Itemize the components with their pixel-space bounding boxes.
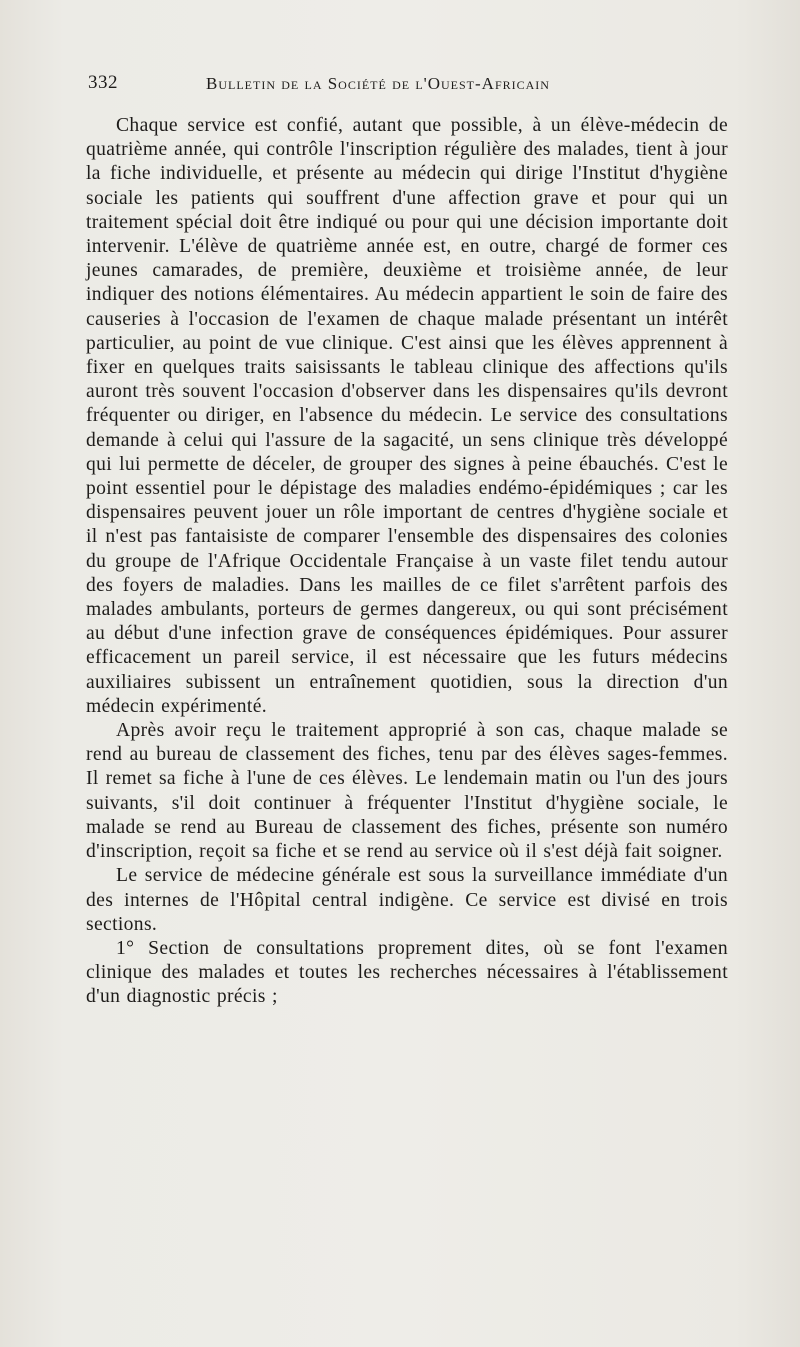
body-text <box>86 114 728 1010</box>
paragraph-1: Chaque service est confié, autant que possible, à un élève-médecin de quatrième année, qui contrôle l'inscription régulière des malades, tient à jour la fiche individuelle, et présente au médecin qui dirige l'Institut d'hygiène sociale les patients qui souffrent d'une affection grave et pour qui un traitement spécial doit être indiqué ou pour qui une décision importante doit intervenir. L'élève de quatrième année est, en outre, chargé de former ces jeunes camarades, de première, deuxième et troisième année, de leur indiquer des notions élémentaires. Au médecin appartient le soin de faire des causeries à l'occasion de l'examen de chaque malade présentant un intérêt particulier, au point de vue clinique. C'est ainsi que les élèves apprennent à fixer en quelques traits saisissants le tableau clinique des affections qu'ils auront très souvent l'occasion d'observer dans les dispensaires qu'ils devront fréquenter ou diriger, en l'absence du médecin. Le service des consultations demande à celui qui l'assure de la sagacité, un sens clinique très développé qui lui permette de déceler, de grouper des signes à peine ébauchés. C'est le point essentiel pour le dépistage des maladies endémo-épidémiques ; car les dispensaires peuvent jouer un rôle important de centres d'hygiène sociale et il n'est pas fantaisiste de comparer l'ensemble des dispensaires des colonies du groupe de l'Afrique Occidentale Française à un vaste filet tendu autour des foyers de maladies. Dans les mailles de ce filet s'arrêtent parfois des malades ambulants, porteurs de germes dangereux, ou qui sont précisément au début d'une infection grave de conséquences épidémiques. Pour assurer efficacement un pareil service, il est nécessaire que les futurs médecins auxiliaires subissent un entraînement quotidien, sous la direction d'un médecin expérimenté. <box>86 115 728 717</box>
running-title: Bulletin de la Société de l'Ouest-Africain <box>206 74 550 93</box>
page-number: 332 <box>88 72 118 93</box>
paragraph-2: Après avoir reçu le traitement approprié à son cas, chaque malade se rend au bureau de classement des fiches, tenu par des élèves sages-femmes. Il remet sa fiche à l'une de ces élèves. Le lendemain matin ou l'un des jours suivants, s'il doit continuer à fréquenter l'Institut d'hygiène sociale, le malade se rend au Bureau de classement des fiches, présente son numéro d'inscription, reçoit sa fiche et se rend au service où il s'est déjà fait soigner. <box>86 720 728 863</box>
paragraph-4: 1° Section de consultations proprement dites, où se font l'examen clinique des malades et toutes les recherches nécessaires à l'établissement d'un diagnostic précis ; <box>86 937 728 1008</box>
paragraph-3: Le service de médecine générale est sous la surveillance immédiate d'un des internes de l'Hôpital central indigène. Ce service est divisé en trois sections. <box>86 865 728 935</box>
page-header <box>88 72 718 96</box>
